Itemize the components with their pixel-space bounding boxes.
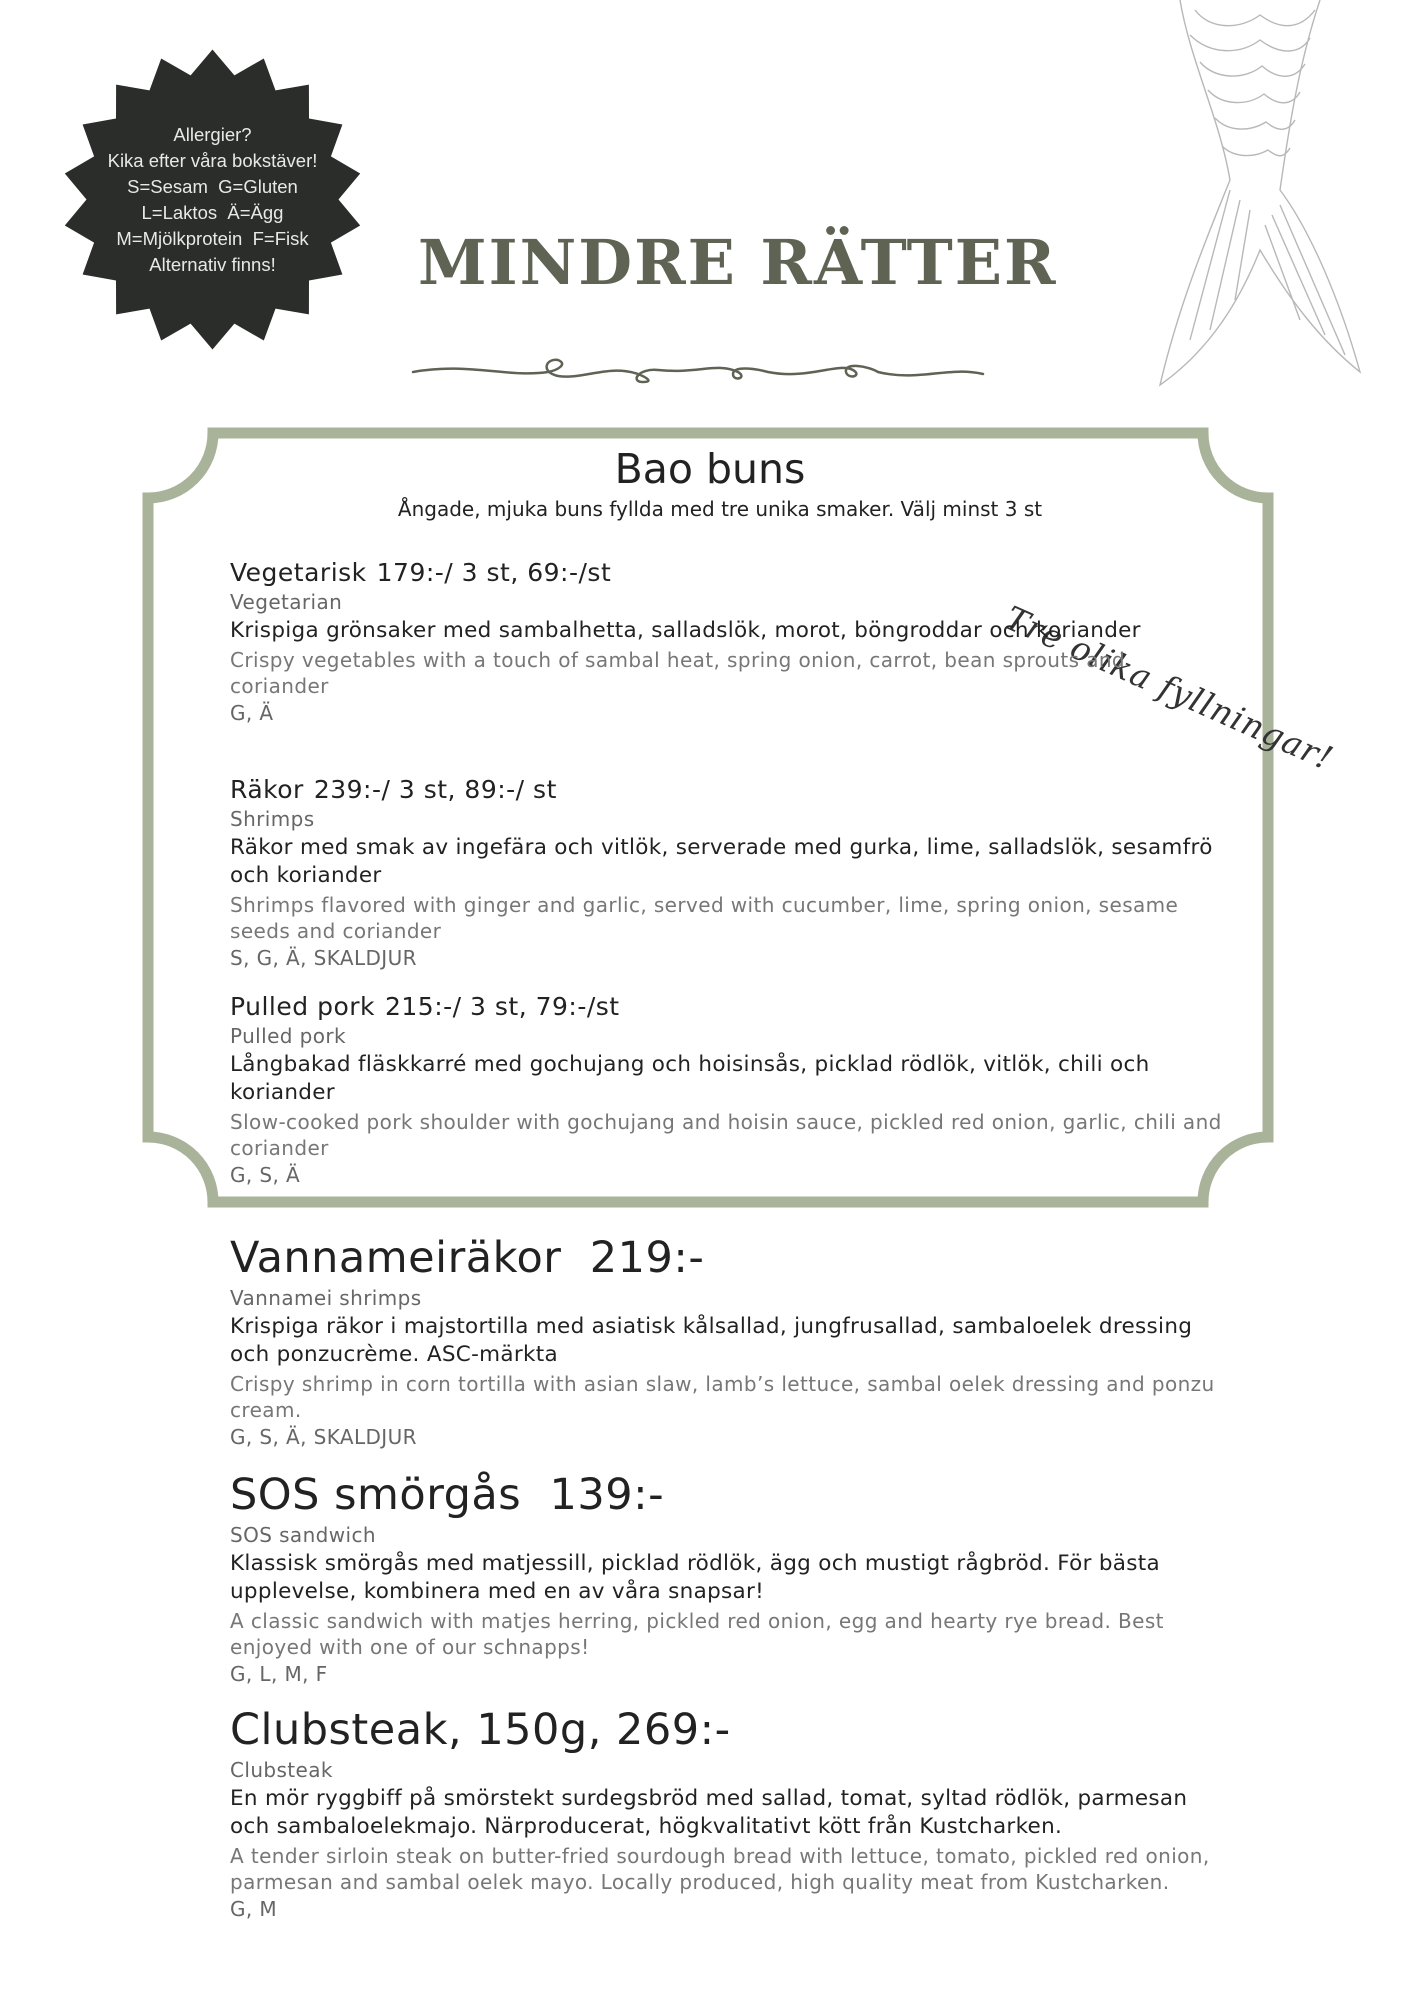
fish-tail-illustration bbox=[1150, 0, 1365, 390]
item-name: Clubsteak, 150g, 269:- bbox=[230, 1705, 731, 1755]
menu-item-vannameirakor bbox=[230, 1233, 1230, 1449]
item-description: Klassisk smörgås med matjessill, picklad rödlök, ägg och mustigt rågbröd. För bästa upplevelse, kombinera med en av våra snapsar! bbox=[230, 1551, 1160, 1604]
item-description-en: Crispy shrimp in corn tortilla with asian slaw, lamb’s lettuce, sambal oelek dressing and ponzu cream. bbox=[230, 1372, 1215, 1422]
item-description-en: Shrimps flavored with ginger and garlic, served with cucumber, lime, spring onion, sesame seeds and coriander bbox=[230, 893, 1179, 943]
item-name bbox=[230, 992, 1230, 1021]
item-description: Krispiga räkor i majstortilla med asiatisk kålsallad, jungfrusallad, sambaloelek dressing och ponzucrème. ASC-märkta bbox=[230, 1314, 1193, 1367]
item-description-en: Slow-cooked pork shoulder with gochujang and hoisin sauce, pickled red onion, garlic, chili and coriander bbox=[230, 1110, 1222, 1160]
menu-item-pulled-pork bbox=[230, 992, 1230, 1187]
item-name: SOS smörgås 139:- bbox=[230, 1470, 665, 1520]
bao-subtitle: Ångade, mjuka buns fyllda med tre unika smaker. Välj minst 3 st bbox=[397, 497, 1043, 521]
menu-item-rakor bbox=[230, 775, 1230, 970]
item-price: 239:-/ 3 st, 89:-/ st bbox=[313, 775, 557, 804]
item-name-en: Clubsteak bbox=[230, 1758, 333, 1782]
item-description: Krispiga grönsaker med sambalhetta, salladslök, morot, böngroddar och koriander bbox=[230, 618, 1141, 643]
badge-line: M=Mjölkprotein F=Fisk bbox=[116, 227, 309, 249]
item-description: Långbakad fläskkarré med gochujang och hoisinsås, picklad rödlök, vitlök, chili och koriander bbox=[230, 1052, 1150, 1105]
menu-item-clubsteak bbox=[230, 1705, 1230, 1921]
allergy-badge bbox=[55, 42, 370, 357]
item-title: Räkor bbox=[230, 775, 304, 804]
flourish-divider bbox=[408, 352, 988, 392]
item-description-en: A classic sandwich with matjes herring, pickled red onion, egg and hearty rye bread. Best enjoyed with one of our schnapps! bbox=[230, 1609, 1164, 1659]
item-description: Räkor med smak av ingefära och vitlök, serverade med gurka, lime, salladslök, sesamfrö och koriander bbox=[230, 835, 1213, 888]
item-allergens: S, G, Ä, SKALDJUR bbox=[230, 946, 417, 970]
item-allergens: G, Ä bbox=[230, 701, 274, 725]
page-title: MINDRE RÄTTER bbox=[418, 226, 1058, 299]
item-title: Pulled pork bbox=[230, 992, 375, 1021]
item-allergens: G, S, Ä, SKALDJUR bbox=[230, 1425, 417, 1449]
item-title: Vegetarisk bbox=[230, 558, 367, 587]
item-name-en: Pulled pork bbox=[230, 1024, 346, 1048]
item-allergens: G, S, Ä bbox=[230, 1163, 301, 1187]
item-name-en: Vegetarian bbox=[230, 590, 343, 614]
item-description-en: Crispy vegetables with a touch of sambal heat, spring onion, carrot, bean sprouts and coriander bbox=[230, 648, 1126, 698]
bao-header bbox=[230, 445, 1230, 521]
badge-text bbox=[55, 42, 370, 357]
bao-title: Bao buns bbox=[614, 445, 806, 493]
item-name bbox=[230, 558, 1230, 587]
item-price: 215:-/ 3 st, 79:-/st bbox=[385, 992, 620, 1021]
item-name-en: Shrimps bbox=[230, 807, 315, 831]
item-price: 179:-/ 3 st, 69:-/st bbox=[376, 558, 612, 587]
item-allergens: G, M bbox=[230, 1897, 278, 1921]
item-name-en: Vannamei shrimps bbox=[230, 1286, 422, 1310]
badge-line: Allergier? bbox=[173, 123, 252, 145]
handwritten-note: Tre olika fyllningar! bbox=[999, 598, 1340, 778]
badge-line: Kika efter våra bokstäver! bbox=[107, 149, 318, 171]
item-description-en: A tender sirloin steak on butter-fried sourdough bread with lettuce, tomato, pickled red onion, parmesan and sambal oelek mayo. Locally produced, high quality meat from Kustcharken. bbox=[230, 1844, 1210, 1894]
menu-item-sos-smorgas bbox=[230, 1470, 1230, 1686]
item-description: En mör ryggbiff på smörstekt surdegsbröd med sallad, tomat, syltad rödlök, parmesan och sambaloelekmajo. Närproducerat, högkvalitativt kött från Kustcharken. bbox=[230, 1786, 1188, 1839]
badge-line: S=Sesam G=Gluten bbox=[127, 175, 298, 197]
item-allergens: G, L, M, F bbox=[230, 1662, 328, 1686]
item-name bbox=[230, 775, 1230, 804]
item-name-en: SOS sandwich bbox=[230, 1523, 376, 1547]
badge-line: L=Laktos Ä=Ägg bbox=[141, 201, 284, 223]
menu-item-vegetarisk bbox=[230, 558, 1230, 725]
badge-line: Alternativ finns! bbox=[149, 253, 276, 275]
item-name: Vannameiräkor 219:- bbox=[230, 1233, 705, 1283]
